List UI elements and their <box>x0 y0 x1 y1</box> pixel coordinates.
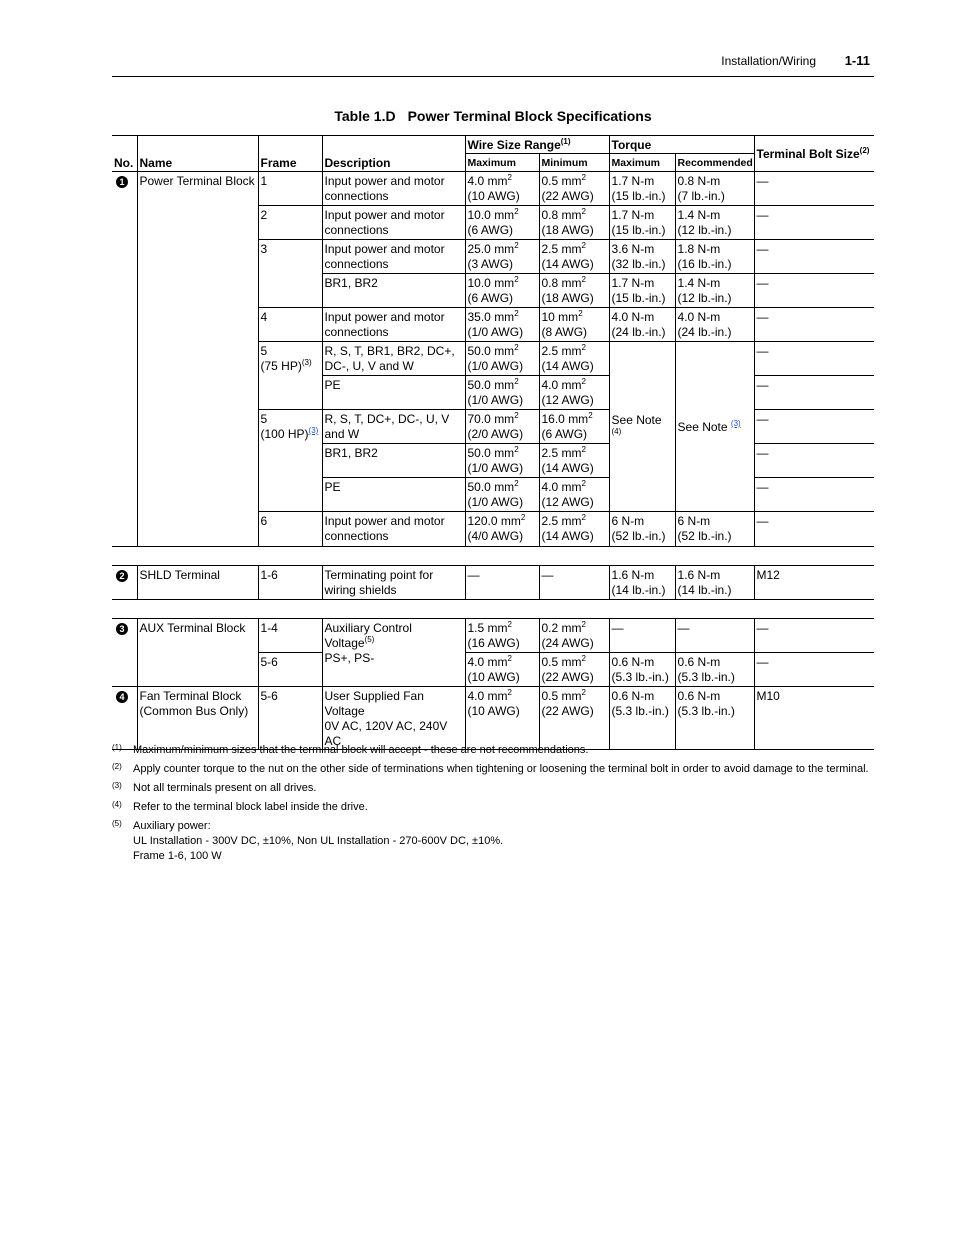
footnote-3-link[interactable]: (3) <box>308 426 319 435</box>
wire-min-cell: 2.5 $mm^2$ (14 AWG) <box>539 342 609 376</box>
wire-min-cell: 0.5 $mm^2$ (22 AWG) <box>539 172 609 206</box>
description-cell: Input power and motor connections <box>322 206 465 240</box>
description-cell: Auxiliary Control Voltage$^{(5)}$ PS+, PS- <box>322 619 465 687</box>
col-wire-max: Maximum <box>465 154 539 172</box>
table-label: Table 1.D <box>334 108 396 124</box>
wire-max-cell: 4.0 $mm^2$ (10 AWG) <box>465 172 539 206</box>
frame-cell: 5-6 <box>258 687 322 750</box>
wire-max-cell: 70.0 $mm^2$ (2/0 AWG) <box>465 410 539 444</box>
torque-max-cell: 1.6 N-m (14 lb.-in.) <box>609 566 675 600</box>
bolt-cell: — <box>754 206 874 240</box>
torque-rec-cell: 1.4 N-m (12 lb.-in.) <box>675 274 754 308</box>
torque-rec-cell: 1.8 N-m (16 lb.-in.) <box>675 240 754 274</box>
frame-cell: 6 <box>258 512 322 547</box>
section-name: Power Terminal Block <box>137 172 258 547</box>
bolt-cell: M12 <box>754 566 874 600</box>
wire-min-cell: 10 $mm^2$ (8 AWG) <box>539 308 609 342</box>
wire-max-cell: 4.0 $mm^2$ (10 AWG) <box>465 687 539 750</box>
wire-min-cell: 2.5 $mm^2$ (14 AWG) <box>539 240 609 274</box>
frame-cell: 5 (100 HP)$^{(3)}$ <box>258 410 322 512</box>
frame-cell: 5-6 <box>258 653 322 687</box>
description-cell: PE <box>322 478 465 512</box>
wire-max-cell: 120.0 $mm^2$ (4/0 AWG) <box>465 512 539 547</box>
wire-min-cell: 0.8 $mm^2$ (18 AWG) <box>539 274 609 308</box>
torque-rec-see-note: See Note $^{(3)}$ <box>675 342 754 512</box>
wire-max-cell: 25.0 $mm^2$ (3 AWG) <box>465 240 539 274</box>
bolt-cell: — <box>754 376 874 410</box>
section-name: SHLD Terminal <box>137 566 258 600</box>
section-name: AUX Terminal Block <box>137 619 258 687</box>
torque-max-cell: — <box>609 619 675 653</box>
section-gap <box>112 600 874 619</box>
wire-min-cell: 2.5 $mm^2$ (14 AWG) <box>539 444 609 478</box>
table-row <box>112 687 874 750</box>
torque-rec-cell: 0.6 N-m (5.3 lb.-in.) <box>675 653 754 687</box>
table-title-text: Power Terminal Block Specifications <box>407 108 652 124</box>
table-row <box>112 619 874 653</box>
description-cell: Input power and motor connections <box>322 512 465 547</box>
frame-cell: 5 (75 HP)$^{(3)}$ <box>258 342 322 410</box>
wire-min-cell: 16.0 $mm^2$ (6 AWG) <box>539 410 609 444</box>
wire-min-cell: 0.5 $mm^2$ (22 AWG) <box>539 653 609 687</box>
bolt-cell: — <box>754 240 874 274</box>
bolt-cell: — <box>754 308 874 342</box>
section-number: 3 <box>112 619 137 687</box>
page-number: 1-11 <box>844 53 870 68</box>
wire-max-cell: 10.0 $mm^2$ (6 AWG) <box>465 206 539 240</box>
bolt-cell: — <box>754 444 874 478</box>
section-gap <box>112 547 874 566</box>
description-cell: R, S, T, BR1, BR2, DC+, DC-, U, V and W <box>322 342 465 376</box>
col-wire-size: Wire Size Range$^{(1)}$ <box>465 136 609 154</box>
col-description: Description <box>322 136 465 172</box>
wire-max-cell: 50.0 $mm^2$ (1/0 AWG) <box>465 478 539 512</box>
section-number: 1 <box>112 172 137 547</box>
wire-max-cell: 35.0 $mm^2$ (1/0 AWG) <box>465 308 539 342</box>
wire-min-cell: — <box>539 566 609 600</box>
torque-rec-cell: 4.0 N-m (24 lb.-in.) <box>675 308 754 342</box>
wire-max-cell: — <box>465 566 539 600</box>
description-cell: Input power and motor connections <box>322 240 465 274</box>
description-cell: R, S, T, DC+, DC-, U, V and W <box>322 410 465 444</box>
torque-max-cell: 4.0 N-m (24 lb.-in.) <box>609 308 675 342</box>
wire-max-cell: 50.0 $mm^2$ (1/0 AWG) <box>465 342 539 376</box>
page-header <box>112 52 874 77</box>
torque-rec-cell: 1.4 N-m (12 lb.-in.) <box>675 206 754 240</box>
col-name: Name <box>137 136 258 172</box>
wire-max-cell: 4.0 $mm^2$ (10 AWG) <box>465 653 539 687</box>
frame-cell: 1-4 <box>258 619 322 653</box>
bolt-cell: — <box>754 619 874 653</box>
wire-max-cell: 50.0 $mm^2$ (1/0 AWG) <box>465 444 539 478</box>
col-wire-min: Minimum <box>539 154 609 172</box>
torque-max-cell: 1.7 N-m (15 lb.-in.) <box>609 274 675 308</box>
wire-max-cell: 10.0 $mm^2$ (6 AWG) <box>465 274 539 308</box>
description-cell: BR1, BR2 <box>322 444 465 478</box>
bolt-cell: M10 <box>754 687 874 750</box>
wire-min-cell: 2.5 $mm^2$ (14 AWG) <box>539 512 609 547</box>
section-number: 2 <box>112 566 137 600</box>
table-row <box>112 172 874 206</box>
col-torque-max: Maximum <box>609 154 675 172</box>
bolt-cell: — <box>754 478 874 512</box>
description-cell: Input power and motor connections <box>322 308 465 342</box>
bolt-cell: — <box>754 653 874 687</box>
torque-max-see-note: See Note $^{(4)}$ <box>609 342 675 512</box>
section-name: Fan Terminal Block (Common Bus Only) <box>137 687 258 750</box>
wire-max-cell: 50.0 $mm^2$ (1/0 AWG) <box>465 376 539 410</box>
description-cell: PE <box>322 376 465 410</box>
frame-cell: 3 <box>258 240 322 308</box>
description-cell: User Supplied Fan Voltage 0V AC, 120V AC, 240V AC <box>322 687 465 750</box>
torque-max-cell: 0.6 N-m (5.3 lb.-in.) <box>609 687 675 750</box>
torque-rec-cell: 0.6 N-m (5.3 lb.-in.) <box>675 687 754 750</box>
bolt-cell: — <box>754 342 874 376</box>
wire-min-cell: 4.0 $mm^2$ (12 AWG) <box>539 376 609 410</box>
header-row <box>112 136 874 154</box>
wire-min-cell: 0.8 $mm^2$ (18 AWG) <box>539 206 609 240</box>
col-torque-rec: Recommended <box>675 154 754 172</box>
bolt-cell: — <box>754 172 874 206</box>
bolt-cell: — <box>754 512 874 547</box>
torque-rec-cell: 6 N-m (52 lb.-in.) <box>675 512 754 547</box>
frame-cell: 1-6 <box>258 566 322 600</box>
frame-cell: 2 <box>258 206 322 240</box>
torque-rec-cell: 1.6 N-m (14 lb.-in.) <box>675 566 754 600</box>
torque-max-cell: 1.7 N-m (15 lb.-in.) <box>609 172 675 206</box>
torque-rec-cell: 0.8 N-m (7 lb.-in.) <box>675 172 754 206</box>
bolt-cell: — <box>754 410 874 444</box>
torque-max-cell: 0.6 N-m (5.3 lb.-in.) <box>609 653 675 687</box>
col-frame: Frame <box>258 136 322 172</box>
col-no: No. <box>112 136 137 172</box>
table-row <box>112 566 874 600</box>
section-number: 4 <box>112 687 137 750</box>
table-title <box>112 108 874 124</box>
torque-rec-cell: — <box>675 619 754 653</box>
frame-cell: 4 <box>258 308 322 342</box>
footnote-3-link[interactable]: (3) <box>730 419 741 428</box>
col-bolt: Terminal Bolt Size$^{(2)}$ <box>754 136 874 172</box>
wire-min-cell: 0.5 $mm^2$ (22 AWG) <box>539 687 609 750</box>
frame-cell: 1 <box>258 172 322 206</box>
torque-max-cell: 1.7 N-m (15 lb.-in.) <box>609 206 675 240</box>
description-cell: Input power and motor connections <box>322 172 465 206</box>
description-cell: BR1, BR2 <box>322 274 465 308</box>
section-title: Installation/Wiring <box>721 54 816 68</box>
description-cell: Terminating point for wiring shields <box>322 566 465 600</box>
wire-min-cell: 4.0 $mm^2$ (12 AWG) <box>539 478 609 512</box>
power-terminal-table <box>112 135 874 750</box>
col-torque: Torque <box>609 136 754 154</box>
bolt-cell: — <box>754 274 874 308</box>
wire-min-cell: 0.2 $mm^2$ (24 AWG) <box>539 619 609 653</box>
torque-max-cell: 3.6 N-m (32 lb.-in.) <box>609 240 675 274</box>
torque-max-cell: 6 N-m (52 lb.-in.) <box>609 512 675 547</box>
wire-max-cell: 1.5 $mm^2$ (16 AWG) <box>465 619 539 653</box>
